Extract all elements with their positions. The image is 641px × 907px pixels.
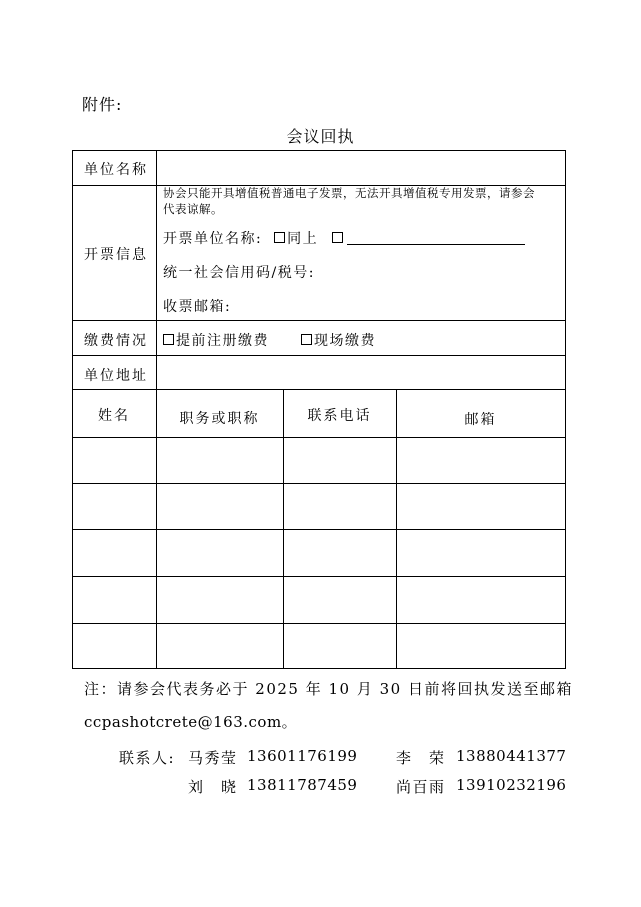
same-as-above-label: 同上 xyxy=(287,231,319,247)
invoice-title-row xyxy=(163,228,525,248)
invoice-info-label: 开票信息 xyxy=(84,247,148,263)
row-divider xyxy=(72,320,566,321)
invoice-email-label: 收票邮箱: xyxy=(163,299,232,315)
table-row[interactable] xyxy=(73,484,565,529)
other-title-checkbox[interactable] xyxy=(332,232,343,243)
contact-phone: 13601176199 xyxy=(247,747,358,765)
contact-phone: 13880441377 xyxy=(456,747,567,765)
table-row[interactable] xyxy=(73,577,565,623)
payment-label: 缴费情况 xyxy=(84,333,148,349)
address-field[interactable] xyxy=(158,357,563,387)
contact-name: 刘 晓 xyxy=(188,778,238,796)
address-label: 单位地址 xyxy=(84,368,148,384)
attachment-label: 附件: xyxy=(82,95,123,114)
table-row[interactable] xyxy=(73,438,565,483)
payment-option-onsite[interactable] xyxy=(301,330,376,350)
payment-advance-label: 提前注册缴费 xyxy=(176,333,269,349)
contact-phone: 13910232196 xyxy=(456,776,567,794)
table-row[interactable] xyxy=(73,530,565,576)
row-divider xyxy=(72,355,566,356)
payment-advance-checkbox[interactable] xyxy=(163,334,174,345)
row-divider xyxy=(72,389,566,390)
contact-phone: 13811787459 xyxy=(247,776,358,794)
page-title: 会议回执 xyxy=(286,127,355,146)
contact-name: 尚百雨 xyxy=(396,778,446,796)
payment-option-advance[interactable] xyxy=(163,330,269,350)
col-header-phone: 联系电话 xyxy=(307,408,372,424)
invoice-email-field[interactable] xyxy=(235,294,560,314)
unit-name-field[interactable] xyxy=(158,152,563,184)
contact-name: 马秀莹 xyxy=(188,749,238,767)
payment-onsite-label: 现场缴费 xyxy=(314,333,376,349)
table-row[interactable] xyxy=(73,624,565,668)
tax-id-field[interactable] xyxy=(320,260,560,280)
payment-onsite-checkbox[interactable] xyxy=(301,334,312,345)
invoice-notice-line1: 协会只能开具增值税普通电子发票，无法开具增值税专用发票，请参会 xyxy=(163,186,535,200)
tax-id-label: 统一社会信用码/税号: xyxy=(163,265,315,281)
table-border-right xyxy=(565,150,566,669)
col-header-email: 邮箱 xyxy=(464,412,497,428)
table-border-top xyxy=(72,150,566,151)
same-as-above-checkbox[interactable] xyxy=(274,232,285,243)
col-header-title: 职务或职称 xyxy=(179,411,260,427)
other-title-input[interactable] xyxy=(347,232,525,245)
col-header-name: 姓名 xyxy=(98,408,130,424)
invoice-notice-line2: 代表谅解。 xyxy=(163,202,223,216)
table-border-bottom xyxy=(72,668,566,669)
unit-name-label: 单位名称 xyxy=(84,162,148,178)
contact-name: 李 荣 xyxy=(396,749,446,767)
contacts-label: 联系人: xyxy=(119,749,176,767)
invoice-title-label: 开票单位名称: xyxy=(163,231,263,247)
deadline-note: 注：请参会代表务必于 2025 年 10 月 30 日前将回执发送至邮箱 xyxy=(84,680,573,698)
deadline-note-email: ccpashotcrete@163.com。 xyxy=(84,713,298,731)
